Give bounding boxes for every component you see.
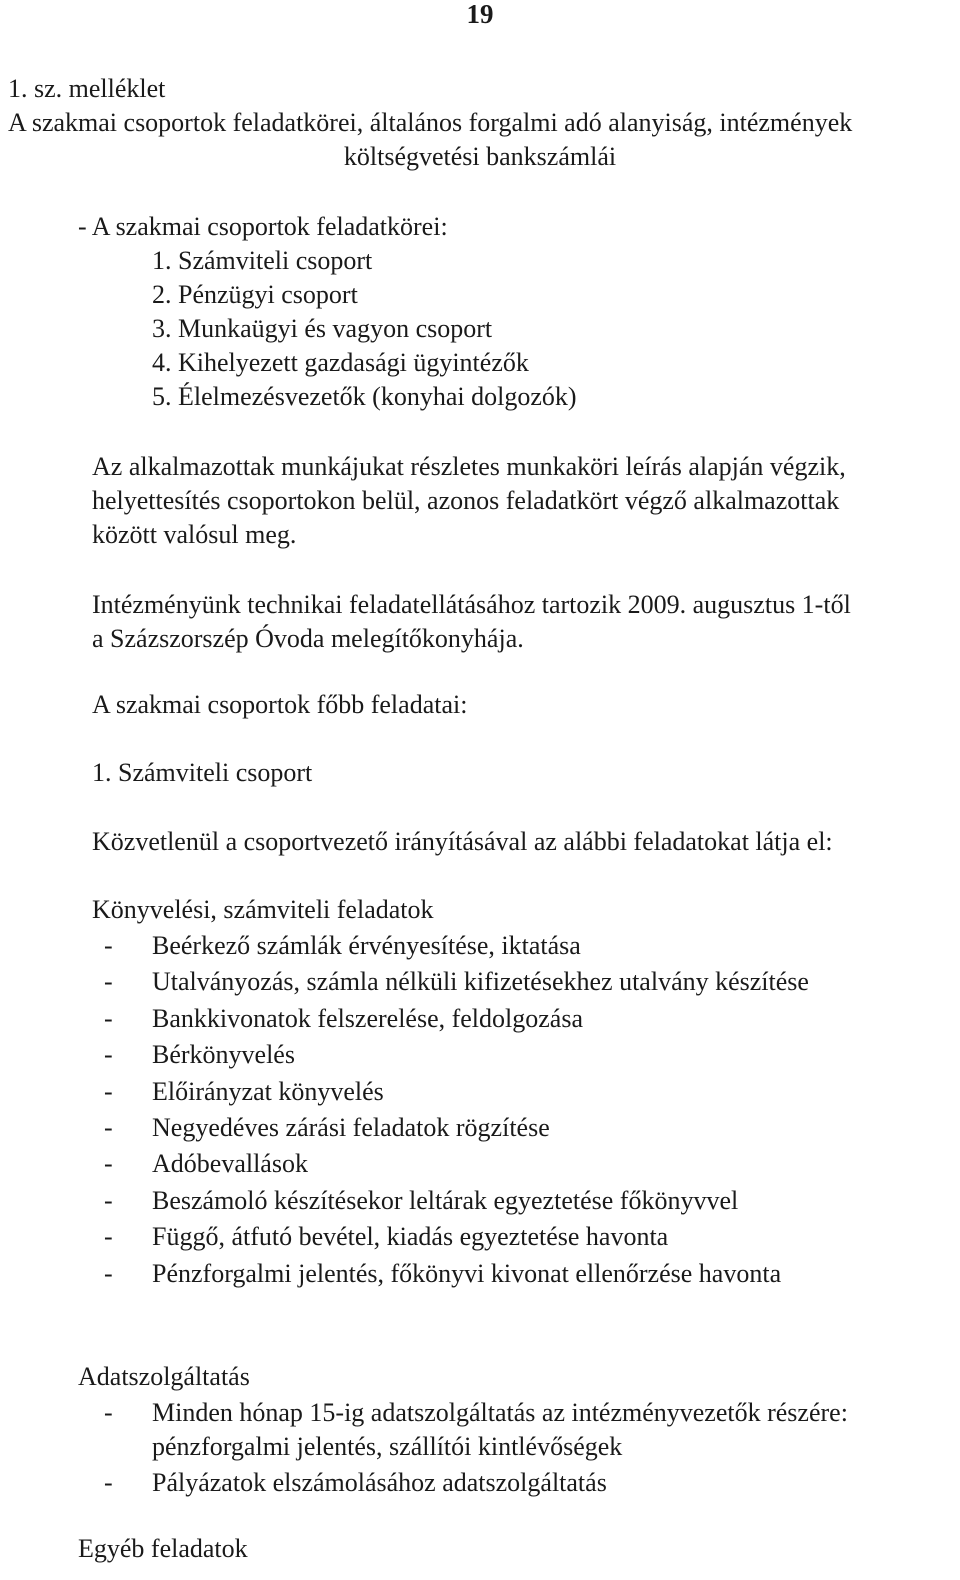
list-bullet: - bbox=[104, 1149, 113, 1178]
group-item: 4. Kihelyezett gazdasági ügyintézők bbox=[152, 348, 529, 377]
list-item: Függő, átfutó bevétel, kiadás egyeztetése havonta bbox=[152, 1222, 669, 1251]
list-bullet: - bbox=[104, 1186, 113, 1215]
paragraph-line: Intézményünk technikai feladatellátásához tartozik 2009. augusztus 1-től bbox=[92, 590, 851, 619]
section-heading: 1. Számviteli csoport bbox=[92, 758, 313, 787]
annex-label: 1. sz. melléklet bbox=[8, 74, 166, 103]
group-item: 1. Számviteli csoport bbox=[152, 246, 373, 275]
group-item: 5. Élelmezésvezetők (konyhai dolgozók) bbox=[152, 382, 577, 411]
paragraph-line: között valósul meg. bbox=[92, 520, 297, 549]
list-item: Pénzforgalmi jelentés, főkönyvi kivonat ellenőrzése havonta bbox=[152, 1259, 782, 1288]
other-heading: Egyéb feladatok bbox=[78, 1534, 248, 1563]
groups-heading: - A szakmai csoportok feladatkörei: bbox=[78, 212, 448, 241]
document-title-line2: költségvetési bankszámlái bbox=[343, 142, 617, 171]
page-number: 19 bbox=[466, 0, 494, 29]
list-bullet: - bbox=[104, 1259, 113, 1288]
list-item: Bérkönyvelés bbox=[152, 1040, 295, 1069]
list-item: Negyedéves zárási feladatok rögzítése bbox=[152, 1113, 550, 1142]
list-item: Beszámoló készítésekor leltárak egyeztetése főkönyvvel bbox=[152, 1186, 739, 1215]
list-bullet: - bbox=[104, 1222, 113, 1251]
list-item-line1: Pályázatok elszámolásához adatszolgáltatás bbox=[152, 1468, 607, 1497]
data-service-heading: Adatszolgáltatás bbox=[78, 1362, 250, 1391]
list-item: Utalványozás, számla nélküli kifizetésekhez utalvány készítése bbox=[152, 967, 809, 996]
list-bullet: - bbox=[104, 1468, 113, 1497]
list-item: Előirányzat könyvelés bbox=[152, 1077, 384, 1106]
list-bullet: - bbox=[104, 931, 113, 960]
list-bullet: - bbox=[104, 1040, 113, 1069]
group-item: 3. Munkaügyi és vagyon csoport bbox=[152, 314, 493, 343]
paragraph-line: Az alkalmazottak munkájukat részletes munkaköri leírás alapján végzik, bbox=[92, 452, 846, 481]
paragraph-line: a Százszorszép Óvoda melegítőkonyhája. bbox=[92, 624, 524, 653]
list-bullet: - bbox=[104, 1004, 113, 1033]
document-title-line1: A szakmai csoportok feladatkörei, általános forgalmi adó alanyiság, intézmények bbox=[8, 108, 853, 137]
list-item: Bankkivonatok felszerelése, feldolgozása bbox=[152, 1004, 583, 1033]
list-bullet: - bbox=[104, 1398, 113, 1427]
list-item-line2: pénzforgalmi jelentés, szállítói kintlévőségek bbox=[152, 1432, 623, 1461]
section-intro: Közvetlenül a csoportvezető irányításával az alábbi feladatokat látja el: bbox=[92, 827, 833, 856]
list-item: Beérkező számlák érvényesítése, iktatása bbox=[152, 931, 581, 960]
main-tasks-heading: A szakmai csoportok főbb feladatai: bbox=[92, 690, 468, 719]
list-bullet: - bbox=[104, 967, 113, 996]
bookkeeping-heading: Könyvelési, számviteli feladatok bbox=[92, 895, 434, 924]
list-item: Adóbevallások bbox=[152, 1149, 308, 1178]
list-item-line1: Minden hónap 15-ig adatszolgáltatás az intézményvezetők részére: bbox=[152, 1398, 848, 1427]
list-bullet: - bbox=[104, 1077, 113, 1106]
group-item: 2. Pénzügyi csoport bbox=[152, 280, 358, 309]
paragraph-line: helyettesítés csoportokon belül, azonos feladatkört végző alkalmazottak bbox=[92, 486, 840, 515]
list-bullet: - bbox=[104, 1113, 113, 1142]
